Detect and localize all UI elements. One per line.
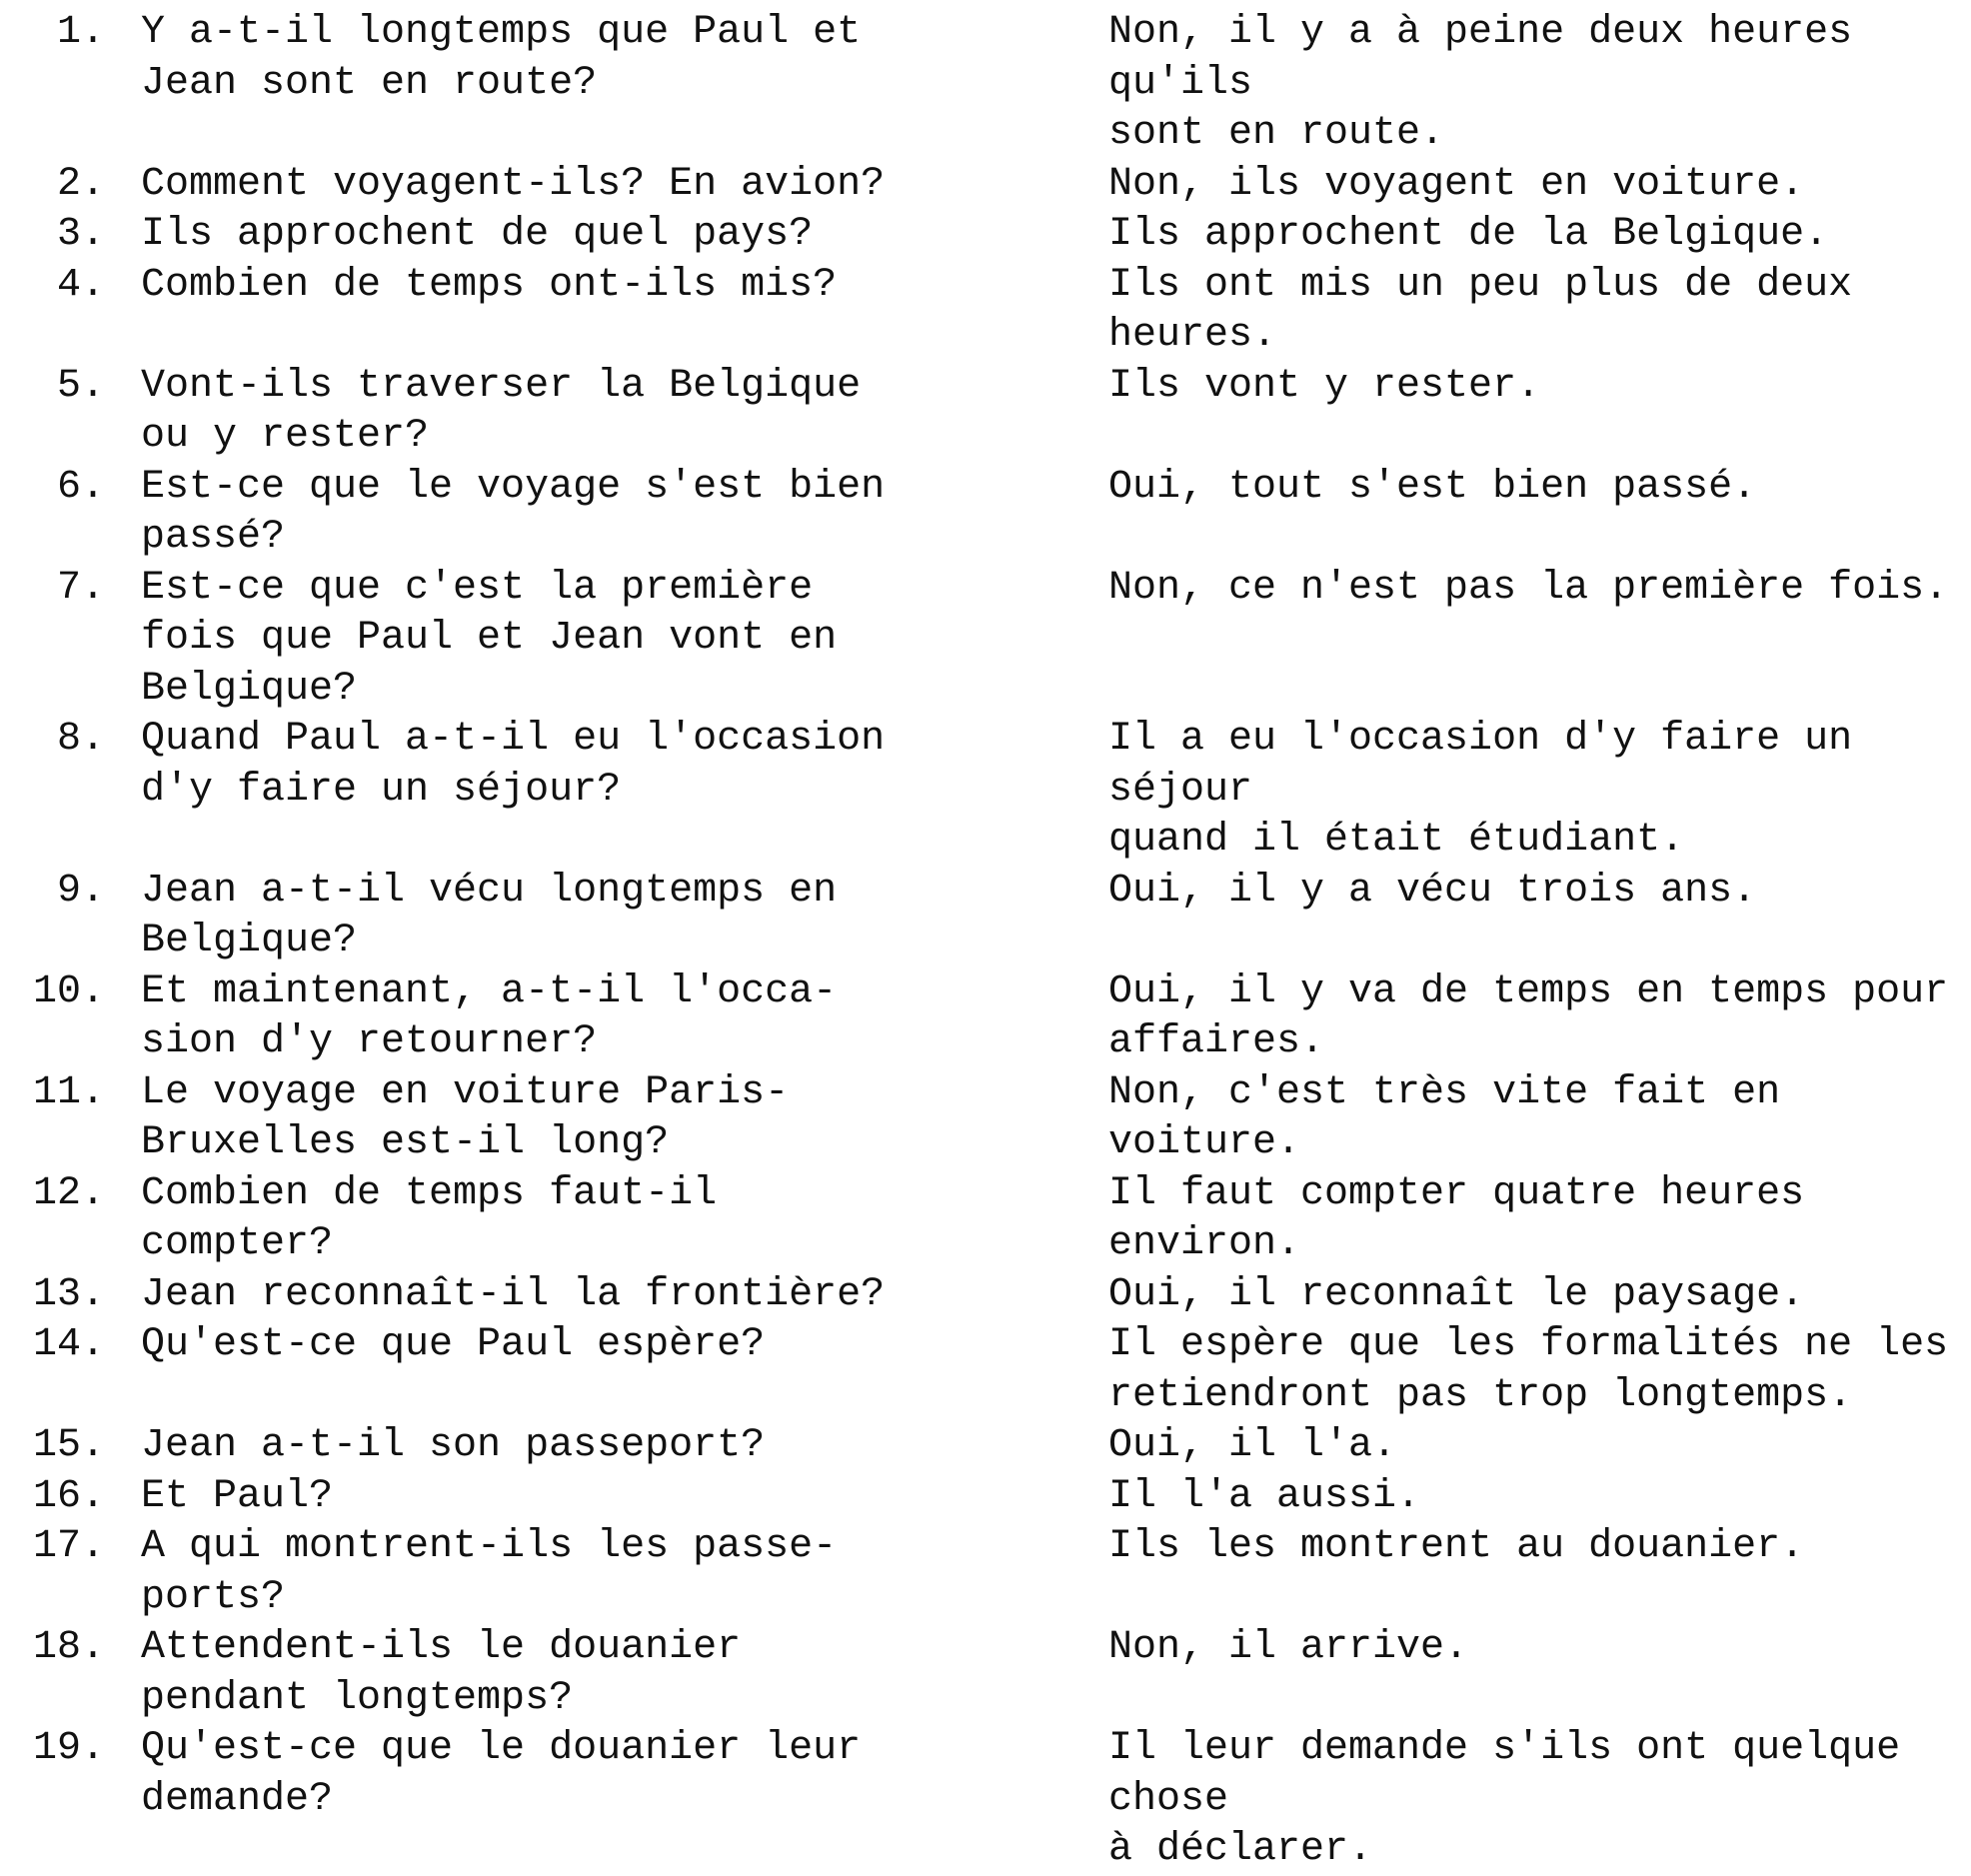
question-text: Et Paul? (141, 1473, 334, 1519)
item-number: 19. (32, 1726, 105, 1771)
answer-text: Oui, il y a vécu trois ans. (1108, 868, 1757, 914)
item-number: 1. (56, 10, 105, 55)
question-text: Y a-t-il longtemps que Paul et Jean sont en route? (141, 10, 862, 106)
qa-item-9 (0, 867, 1971, 967)
item-number: 13. (32, 1271, 105, 1317)
answer-text: Il faut compter quatre heures environ. (1108, 1170, 1805, 1266)
item-number: 8. (56, 717, 105, 762)
item-number: 2. (56, 161, 105, 207)
answer-text: Ils ont mis un peu plus de deux heures. (1108, 262, 1853, 358)
answer-text: Non, c'est très vite fait en voiture. (1108, 1069, 1781, 1165)
qa-item-4 (0, 261, 1971, 362)
item-number: 10. (32, 968, 105, 1014)
question-text: A qui montrent-ils les passe- ports? (141, 1524, 838, 1620)
qa-item-11 (0, 1068, 1971, 1169)
question-text: Attendent-ils le douanier pendant longtemps? (141, 1625, 742, 1721)
answer-text: Oui, tout s'est bien passé. (1108, 464, 1757, 510)
question-text: Combien de temps ont-ils mis? (141, 262, 838, 308)
qa-item-19 (0, 1724, 1971, 1876)
item-number: 5. (56, 363, 105, 409)
question-text: Comment voyagent-ils? En avion? (141, 161, 886, 207)
item-number: 14. (32, 1322, 105, 1367)
question-text: Le voyage en voiture Paris- Bruxelles est-il long? (141, 1069, 790, 1165)
question-text: Quand Paul a-t-il eu l'occasion d'y faire un séjour? (141, 717, 886, 813)
qa-item-18 (0, 1623, 1971, 1724)
qa-item-5 (0, 362, 1971, 463)
answer-text: Non, il arrive. (1108, 1625, 1469, 1670)
item-number: 3. (56, 212, 105, 257)
qa-item-16 (0, 1472, 1971, 1523)
item-number: 15. (32, 1423, 105, 1468)
answer-text: Oui, il l'a. (1108, 1423, 1397, 1468)
answer-text: Non, ils voyagent en voiture. (1108, 161, 1805, 207)
question-text: Jean a-t-il son passeport? (141, 1423, 766, 1468)
qa-item-13 (0, 1270, 1971, 1321)
item-number: 6. (56, 464, 105, 510)
qa-item-8 (0, 715, 1971, 867)
qa-item-17 (0, 1522, 1971, 1623)
qa-item-3 (0, 210, 1971, 261)
item-number: 16. (32, 1473, 105, 1519)
question-text: Combien de temps faut-il compter? (141, 1170, 718, 1266)
item-number: 18. (32, 1625, 105, 1670)
question-text: Jean a-t-il vécu longtemps en Belgique? (141, 868, 838, 963)
qa-item-12 (0, 1169, 1971, 1270)
question-text: Qu'est-ce que le douanier leur demande? (141, 1726, 862, 1822)
question-text: Vont-ils traverser la Belgique ou y rester? (141, 363, 862, 459)
answer-text: Ils vont y rester. (1108, 363, 1541, 409)
question-text: Et maintenant, a-t-il l'occa- sion d'y retourner? (141, 968, 838, 1064)
question-answer-list (0, 8, 1971, 1876)
answer-text: Il l'a aussi. (1108, 1473, 1421, 1519)
qa-item-14 (0, 1320, 1971, 1421)
question-text: Jean reconnaît-il la frontière? (141, 1271, 886, 1317)
question-text: Est-ce que c'est la première fois que Paul et Jean vont en Belgique? (141, 565, 838, 712)
answer-text: Non, il y a à peine deux heures qu'ils sont en route. (1108, 10, 1853, 156)
answer-text: Il a eu l'occasion d'y faire un séjour quand il était étudiant. (1108, 717, 1853, 863)
qa-item-1 (0, 8, 1971, 160)
qa-item-10 (0, 967, 1971, 1068)
qa-item-15 (0, 1421, 1971, 1472)
question-text: Est-ce que le voyage s'est bien passé? (141, 464, 886, 560)
item-number: 7. (56, 565, 105, 611)
answer-text: Ils approchent de la Belgique. (1108, 212, 1829, 257)
item-number: 17. (32, 1524, 105, 1569)
answer-text: Il espère que les formalités ne les retiendront pas trop longtemps. (1108, 1322, 1949, 1418)
qa-item-6 (0, 463, 1971, 564)
item-number: 4. (56, 262, 105, 308)
qa-item-7 (0, 564, 1971, 716)
answer-text: Oui, il y va de temps en temps pour affaires. (1108, 968, 1949, 1064)
item-number: 11. (32, 1069, 105, 1115)
qa-item-2 (0, 160, 1971, 211)
item-number: 12. (32, 1170, 105, 1216)
question-text: Ils approchent de quel pays? (141, 212, 814, 257)
answer-text: Ils les montrent au douanier. (1108, 1524, 1805, 1569)
question-text: Qu'est-ce que Paul espère? (141, 1322, 766, 1367)
answer-text: Oui, il reconnaît le paysage. (1108, 1271, 1805, 1317)
answer-text: Non, ce n'est pas la première fois. (1108, 565, 1949, 611)
answer-text: Il leur demande s'ils ont quelque chose à déclarer. (1108, 1726, 1901, 1872)
item-number: 9. (56, 868, 105, 914)
